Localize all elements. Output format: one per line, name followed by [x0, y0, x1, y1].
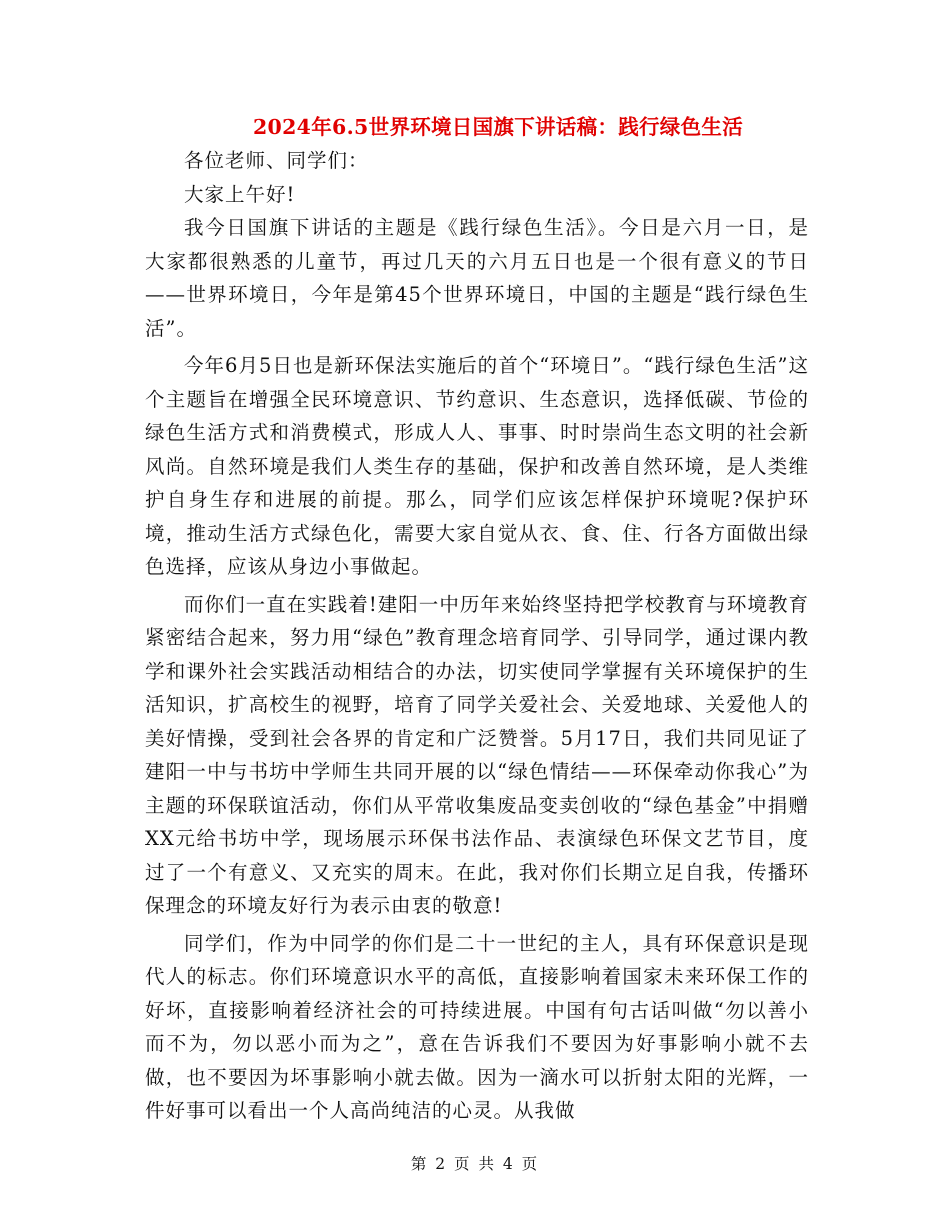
body-paragraph-3: 而你们一直在实践着!建阳一中历年来始终坚持把学校教育与环境教育紧密结合起来，努力用“绿色”教育理念培育同学、引导同学，通过课内教学和课外社会实践活动相结合的办法，切实使同学掌握有关环境保护的生活知识，扩高校生的视野，培育了同学关爱社会、关爱地球、关爱他人的美好情操，受到社会各界的肯定和广泛赞誉。5月17日，我们共同见证了建阳一中与书坊中学师生共同开展的以“绿色情结——环保牵动你我心”为主题的环保联谊活动，你们从平常收集废品变卖创收的“绿色基金”中捐赠XX元给书坊中学，现场展示环保书法作品、表演绿色环保文艺节目，度过了一个有意义、又充实的周末。在此，我对你们长期立足自我，传播环保理念的环境友好行为表示由衷的敬意!	[145, 592, 809, 917]
document-title: 2024年6.5世界环境日国旗下讲话稿：践行绿色生活	[252, 115, 744, 139]
greeting-line: 各位老师、同学们：	[184, 149, 369, 172]
document-body	[145, 144, 809, 1128]
body-paragraph-1: 我今日国旗下讲话的主题是《践行绿色生活》。今日是六月一日，是大家都很熟悉的儿童节，再过几天的六月五日也是一个很有意义的节日——世界环境日，今年是第45个世界环境日，中国的主题是“践行绿色生活”。	[145, 216, 809, 340]
body-paragraph-2: 今年6月5日也是新环保法实施后的首个“环境日”。“践行绿色生活”这个主题旨在增强全民环境意识、节约意识、生态意识，选择低碳、节俭的绿色生活方式和消费模式，形成人人、事事、时时崇尚生态文明的社会新风尚。自然环境是我们人类生存的基础，保护和改善自然环境，是人类维护自身生存和进展的前提。那么，同学们应该怎样保护环境呢?保护环境，推动生活方式绿色化，需要大家自觉从衣、食、住、行各方面做出绿色选择，应该从身边小事做起。	[145, 354, 809, 578]
page-number-footer: 第 2 页 共 4 页	[410, 1155, 540, 1173]
body-paragraph-4: 同学们，作为中同学的你们是二十一世纪的主人，具有环保意识是现代人的标志。你们环境意识水平的高低，直接影响着国家未来环保工作的好坏，直接影响着经济社会的可持续进展。中国有句古话叫做“勿以善小而不为，勿以恶小而为之”，意在告诉我们不要因为好事影响小就不去做，也不要因为坏事影响小就去做。因为一滴水可以折射太阳的光辉，一件好事可以看出一个人高尚纯洁的心灵。从我做	[145, 931, 809, 1122]
opening-line: 大家上午好!	[184, 182, 296, 206]
